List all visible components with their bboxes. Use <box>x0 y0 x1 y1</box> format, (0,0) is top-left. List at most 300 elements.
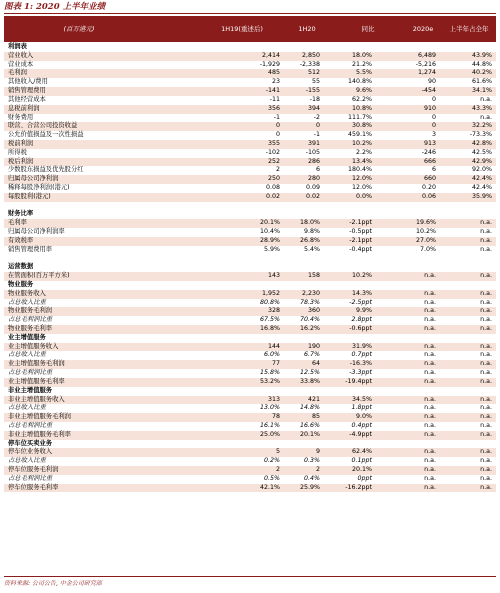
cell-value: 16.8% <box>259 325 280 332</box>
row-label: 占总收入比重 <box>8 351 46 359</box>
cell-value: 15.8% <box>259 369 280 377</box>
cell-value: 7.0% <box>420 245 436 253</box>
cell-value: 250 <box>267 175 280 183</box>
row-label: 业主增值服务毛利率 <box>8 377 65 385</box>
cell-value: n.a. <box>480 289 492 297</box>
cell-value: 21.2% <box>351 60 372 68</box>
cell-value: 16.6% <box>299 421 320 429</box>
cell-value: 6 <box>431 166 436 174</box>
table-row <box>4 61 496 70</box>
header-1h19: 1H19(重述后) <box>221 24 263 33</box>
cell-value: n.a. <box>480 272 492 280</box>
cell-value: 14.8% <box>299 404 320 412</box>
cell-value: 20.1% <box>259 219 280 227</box>
row-label: 非业主增值服务毛利润 <box>8 413 71 421</box>
row-label: 归属母公司净利润 <box>8 175 59 183</box>
cell-value: 6.7% <box>304 351 320 359</box>
cell-value: 43.9% <box>471 51 492 59</box>
results-table <box>4 43 496 492</box>
cell-value: 0.3% <box>304 457 320 465</box>
section-header-row <box>4 440 496 449</box>
table-row <box>4 378 496 387</box>
header-yoy: 同比 <box>361 24 375 33</box>
cell-value: 20.1% <box>351 466 372 473</box>
cell-value: 0.4% <box>304 474 320 482</box>
table-header <box>4 16 496 42</box>
cell-value: 313 <box>267 395 280 403</box>
cell-value: 0.20 <box>421 184 436 191</box>
cell-value: n.a. <box>480 95 492 103</box>
cell-value: 2,230 <box>301 289 320 297</box>
row-label: 销售管理费用率 <box>8 245 53 253</box>
row-label: 税前利润 <box>8 139 34 147</box>
cell-value: 3 <box>431 131 436 139</box>
cell-value: 5.4% <box>304 245 320 253</box>
row-label: 销售管理费用 <box>8 87 46 95</box>
cell-value: 0.1ppt <box>351 457 372 465</box>
cell-value: -11 <box>269 95 280 103</box>
cell-value: 0.0% <box>356 192 372 200</box>
cell-value: n.a. <box>480 466 492 473</box>
row-label: 联营、合营公司投资收益 <box>8 122 78 130</box>
cell-value: n.a. <box>480 113 492 121</box>
cell-value: 144 <box>267 342 280 350</box>
table-row <box>4 237 496 246</box>
cell-value: 0.06 <box>421 192 436 200</box>
cell-value: 12.0% <box>351 184 372 191</box>
cell-value: 5.9% <box>264 245 280 253</box>
cell-value: 0.7ppt <box>351 351 372 359</box>
cell-value: 459.1% <box>347 131 372 139</box>
cell-value: n.a. <box>480 360 492 368</box>
row-label: 营业成本 <box>8 60 34 68</box>
row-label: 停车位服务毛利率 <box>8 483 59 491</box>
table-row <box>4 369 496 378</box>
cell-value: 55 <box>311 78 320 86</box>
row-label: 停车位业务收入 <box>8 448 53 456</box>
cell-value: 42.8% <box>471 139 492 147</box>
cell-value: 20.1% <box>299 430 320 438</box>
cell-value: n.a. <box>424 307 436 315</box>
cell-value: n.a. <box>424 474 436 482</box>
cell-value: -16.2ppt <box>345 483 372 491</box>
cell-value: 78 <box>271 413 280 421</box>
cell-value: 67.5% <box>259 316 280 324</box>
cell-value: 280 <box>307 175 320 183</box>
cell-value: n.a. <box>424 272 436 280</box>
cell-value: -102 <box>265 148 280 156</box>
row-label: 占总收入比重 <box>8 457 46 465</box>
cell-value: -73.3% <box>469 131 492 139</box>
table-row <box>4 290 496 299</box>
cell-value: n.a. <box>480 448 492 456</box>
cell-value: n.a. <box>480 228 492 236</box>
cell-value: 25.9% <box>299 483 320 491</box>
cell-value: 2.8ppt <box>351 316 372 324</box>
row-label: 停车位买卖业务 <box>8 439 53 447</box>
table-row <box>4 114 496 123</box>
cell-value: 25.0% <box>259 430 280 438</box>
cell-value: 16.2% <box>299 325 320 332</box>
cell-value: 0.5% <box>264 474 280 482</box>
cell-value: -4.9ppt <box>349 430 372 438</box>
cell-value: n.a. <box>480 316 492 324</box>
cell-value: 10.2% <box>351 139 372 147</box>
cell-value: 33.8% <box>299 377 320 385</box>
cell-value: 6 <box>315 166 320 174</box>
section-header-row <box>4 281 496 290</box>
cell-value: 0 <box>275 131 280 139</box>
row-label: 每股股利(港元) <box>8 192 51 200</box>
cell-value: 356 <box>267 104 280 112</box>
section-header-row <box>4 387 496 396</box>
cell-value: -2.5ppt <box>349 298 372 306</box>
cell-value: n.a. <box>424 483 436 491</box>
cell-value: 42.9% <box>471 157 492 165</box>
cell-value: n.a. <box>424 413 436 421</box>
table-row <box>4 343 496 352</box>
cell-value: n.a. <box>480 342 492 350</box>
cell-value: n.a. <box>424 360 436 368</box>
cell-value: 9.0% <box>356 413 372 421</box>
row-label: 其他收入/费用 <box>8 78 48 86</box>
cell-value: 0 <box>315 122 320 130</box>
cell-value: n.a. <box>480 369 492 377</box>
cell-value: 1,274 <box>417 69 436 77</box>
cell-value: 13.4% <box>351 157 372 165</box>
row-label: 在管面积(百万平方米) <box>8 272 70 280</box>
cell-value: 23 <box>271 78 280 86</box>
cell-value: -0.6ppt <box>349 325 372 332</box>
row-label: 业主增值服务毛利润 <box>8 360 65 368</box>
table-row <box>4 272 496 281</box>
cell-value: 421 <box>307 395 320 403</box>
cell-value: 26.8% <box>299 236 320 244</box>
cell-value: n.a. <box>480 421 492 429</box>
table-row <box>4 360 496 369</box>
table-row <box>4 255 496 264</box>
row-label: 占总收入比重 <box>8 404 46 412</box>
cell-value: 61.6% <box>471 78 492 86</box>
cell-value: 0.02 <box>265 192 280 200</box>
cell-value: 42.4% <box>471 175 492 183</box>
cell-value: -141 <box>265 87 280 95</box>
cell-value: -1 <box>273 113 280 121</box>
row-label: 税后利润 <box>8 157 34 165</box>
cell-value: n.a. <box>424 289 436 297</box>
header-2020e: 2020e <box>412 24 434 33</box>
cell-value: n.a. <box>480 236 492 244</box>
figure-title: 图表 1: 2020 上半年业绩 <box>4 2 106 12</box>
cell-value: n.a. <box>424 316 436 324</box>
cell-value: n.a. <box>424 395 436 403</box>
row-label: 毛利率 <box>8 219 27 227</box>
cell-value: 0 <box>431 122 436 130</box>
cell-value: n.a. <box>480 351 492 359</box>
cell-value: 0.09 <box>305 184 320 191</box>
table-row <box>4 422 496 431</box>
table-row <box>4 52 496 61</box>
cell-value: 80.8% <box>259 298 280 306</box>
table-row <box>4 105 496 114</box>
cell-value: -2 <box>313 113 320 121</box>
cell-value: 0 <box>431 95 436 103</box>
cell-value: n.a. <box>424 448 436 456</box>
cell-value: 27.0% <box>415 236 436 244</box>
table-row <box>4 193 496 202</box>
table-row <box>4 175 496 184</box>
row-label: 停车位服务毛利润 <box>8 466 59 473</box>
row-label: 物业服务毛利率 <box>8 325 53 332</box>
cell-value: 28.9% <box>259 236 280 244</box>
cell-value: n.a. <box>480 377 492 385</box>
row-label: 非业主增值服务 <box>8 386 53 394</box>
cell-value: 9.6% <box>356 87 372 95</box>
table-row <box>4 316 496 325</box>
table-row <box>4 466 496 475</box>
cell-value: 35.9% <box>471 192 492 200</box>
cell-value: 92.0% <box>471 166 492 174</box>
source-note: 资料来源: 公司公告, 中金公司研究部 <box>4 580 102 587</box>
cell-value: -1,929 <box>259 60 280 68</box>
cell-value: -0.5ppt <box>349 228 372 236</box>
row-label: 利润表 <box>8 43 27 50</box>
cell-value: 6.0% <box>264 351 280 359</box>
row-label: 占总毛利润比重 <box>8 421 53 429</box>
cell-value: 18.0% <box>351 51 372 59</box>
table-row <box>4 396 496 405</box>
cell-value: 286 <box>307 157 320 165</box>
row-label: 财务费用 <box>8 113 34 121</box>
header-h1-share-line1: 上半年占 <box>449 24 476 33</box>
cell-value: -246 <box>421 148 436 156</box>
cell-value: 2,414 <box>261 51 280 59</box>
cell-value: -1 <box>313 131 320 139</box>
cell-value: 0.2% <box>264 457 280 465</box>
cell-value: 1,952 <box>261 289 280 297</box>
cell-value: 394 <box>307 104 320 112</box>
cell-value: n.a. <box>480 298 492 306</box>
table-row <box>4 69 496 78</box>
cell-value: n.a. <box>480 245 492 253</box>
row-label: 稀释每股净利润(港元) <box>8 184 70 191</box>
cell-value: -3.3ppt <box>349 369 372 377</box>
cell-value: 85 <box>311 413 320 421</box>
table-row <box>4 484 496 493</box>
cell-value: 18.0% <box>299 219 320 227</box>
cell-value: 355 <box>267 139 280 147</box>
cell-value: 62.2% <box>351 95 372 103</box>
cell-value: n.a. <box>424 298 436 306</box>
cell-value: n.a. <box>480 430 492 438</box>
cell-value: 30.8% <box>351 122 372 130</box>
row-label: 物业服务毛利润 <box>8 307 53 315</box>
cell-value: 32.2% <box>471 122 492 130</box>
row-label: 所得税 <box>8 148 27 156</box>
cell-value: 180.4% <box>347 166 372 174</box>
table-row <box>4 78 496 87</box>
cell-value: 9.9% <box>356 307 372 315</box>
cell-value: 31.9% <box>351 342 372 350</box>
row-label: 财务比率 <box>8 210 34 218</box>
table-row <box>4 448 496 457</box>
section-header-row <box>4 263 496 272</box>
cell-value: 34.5% <box>351 395 372 403</box>
cell-value: 64 <box>311 360 320 368</box>
cell-value: n.a. <box>424 404 436 412</box>
cell-value: n.a. <box>424 325 436 332</box>
cell-value: 140.8% <box>347 78 372 86</box>
cell-value: n.a. <box>480 325 492 332</box>
cell-value: 512 <box>307 69 320 77</box>
cell-value: 62.4% <box>351 448 372 456</box>
cell-value: n.a. <box>424 430 436 438</box>
cell-value: 2 <box>275 166 280 174</box>
table-row <box>4 457 496 466</box>
cell-value: 2 <box>315 466 320 473</box>
cell-value: 14.3% <box>351 289 372 297</box>
cell-value: 78.3% <box>299 298 320 306</box>
cell-value: 10.4% <box>259 228 280 236</box>
cell-value: 70.4% <box>299 316 320 324</box>
cell-value: n.a. <box>424 457 436 465</box>
table-row <box>4 140 496 149</box>
cell-value: n.a. <box>480 307 492 315</box>
cell-value: 660 <box>423 175 436 183</box>
cell-value: 252 <box>267 157 280 165</box>
row-label: 少数股东损益及优先股分红 <box>8 166 84 174</box>
table-row <box>4 404 496 413</box>
cell-value: 158 <box>307 272 320 280</box>
cell-value: n.a. <box>424 466 436 473</box>
cell-value: 42.1% <box>259 483 280 491</box>
cell-value: 16.1% <box>259 421 280 429</box>
row-label: 有效税率 <box>8 236 34 244</box>
table-row <box>4 307 496 316</box>
cell-value: -0.4ppt <box>349 245 372 253</box>
cell-value: -105 <box>305 148 320 156</box>
cell-value: -2.1ppt <box>349 236 372 244</box>
footer-rule <box>4 576 496 577</box>
table-row <box>4 413 496 422</box>
row-label: 占总毛利润比重 <box>8 369 53 377</box>
cell-value: 13.0% <box>259 404 280 412</box>
header-h1-share-line2: 全年 <box>475 24 489 33</box>
row-label: 公允价值损益及一次性损益 <box>8 131 84 139</box>
cell-value: 2,850 <box>301 51 320 59</box>
table-row <box>4 149 496 158</box>
cell-value: -16.3% <box>349 360 372 368</box>
cell-value: 0.08 <box>265 184 280 191</box>
cell-value: 6,489 <box>417 51 436 59</box>
cell-value: n.a. <box>424 369 436 377</box>
cell-value: 143 <box>267 272 280 280</box>
cell-value: 360 <box>307 307 320 315</box>
row-label: 占总毛利润比重 <box>8 474 53 482</box>
row-label: 其他经营成本 <box>8 95 46 103</box>
cell-value: 19.6% <box>415 219 436 227</box>
cell-value: 90 <box>427 78 436 86</box>
row-label: 业主增值服务 <box>8 333 46 341</box>
cell-value: 485 <box>267 69 280 77</box>
cell-value: 77 <box>271 360 280 368</box>
cell-value: 34.1% <box>471 87 492 95</box>
cell-value: 40.2% <box>471 69 492 77</box>
cell-value: n.a. <box>480 219 492 227</box>
cell-value: 9.8% <box>304 228 320 236</box>
cell-value: 328 <box>267 307 280 315</box>
row-label: 归属母公司净利润率 <box>8 228 65 236</box>
row-label: 毛利润 <box>8 69 27 77</box>
table-row <box>4 351 496 360</box>
table-row <box>4 166 496 175</box>
row-label: 物业服务 <box>8 280 34 288</box>
table-row <box>4 431 496 440</box>
table-row <box>4 131 496 140</box>
cell-value: -454 <box>421 87 436 95</box>
cell-value: 53.2% <box>259 377 280 385</box>
table-row <box>4 184 496 193</box>
table-row <box>4 325 496 334</box>
cell-value: n.a. <box>424 351 436 359</box>
cell-value: 10.8% <box>351 104 372 112</box>
cell-value: n.a. <box>480 457 492 465</box>
table-row <box>4 202 496 211</box>
cell-value: 0.4ppt <box>351 421 372 429</box>
cell-value: 0 <box>275 122 280 130</box>
title-rule <box>4 13 496 14</box>
cell-value: n.a. <box>424 421 436 429</box>
row-label: 物业服务收入 <box>8 289 46 297</box>
cell-value: 42.4% <box>471 184 492 191</box>
row-label: 业主增值服务收入 <box>8 342 59 350</box>
cell-value: n.a. <box>480 404 492 412</box>
section-header-row <box>4 210 496 219</box>
cell-value: 12.0% <box>351 175 372 183</box>
cell-value: -2.1ppt <box>349 219 372 227</box>
cell-value: n.a. <box>424 377 436 385</box>
cell-value: 2 <box>275 466 280 473</box>
cell-value: 44.8% <box>471 60 492 68</box>
table-row <box>4 96 496 105</box>
cell-value: 190 <box>307 342 320 350</box>
cell-value: n.a. <box>424 342 436 350</box>
cell-value: 10.2% <box>415 228 436 236</box>
cell-value: 1.8ppt <box>351 404 372 412</box>
cell-value: n.a. <box>480 413 492 421</box>
table-row <box>4 228 496 237</box>
table-row <box>4 299 496 308</box>
header-1h20: 1H20 <box>298 24 316 33</box>
table-row <box>4 122 496 131</box>
cell-value: -2,338 <box>299 60 320 68</box>
table-row <box>4 219 496 228</box>
row-label: 占总收入比重 <box>8 298 46 306</box>
cell-value: n.a. <box>480 474 492 482</box>
cell-value: 913 <box>423 139 436 147</box>
cell-value: 666 <box>423 157 436 165</box>
cell-value: 5.5% <box>356 69 372 77</box>
cell-value: 2.2% <box>356 148 372 156</box>
cell-value: 910 <box>423 104 436 112</box>
cell-value: n.a. <box>480 483 492 491</box>
row-label: 运营数据 <box>8 263 34 271</box>
cell-value: 391 <box>307 139 320 147</box>
row-label: 占总毛利润比重 <box>8 316 53 324</box>
cell-value: 111.7% <box>347 113 372 121</box>
cell-value: 12.5% <box>299 369 320 377</box>
table-row <box>4 246 496 255</box>
